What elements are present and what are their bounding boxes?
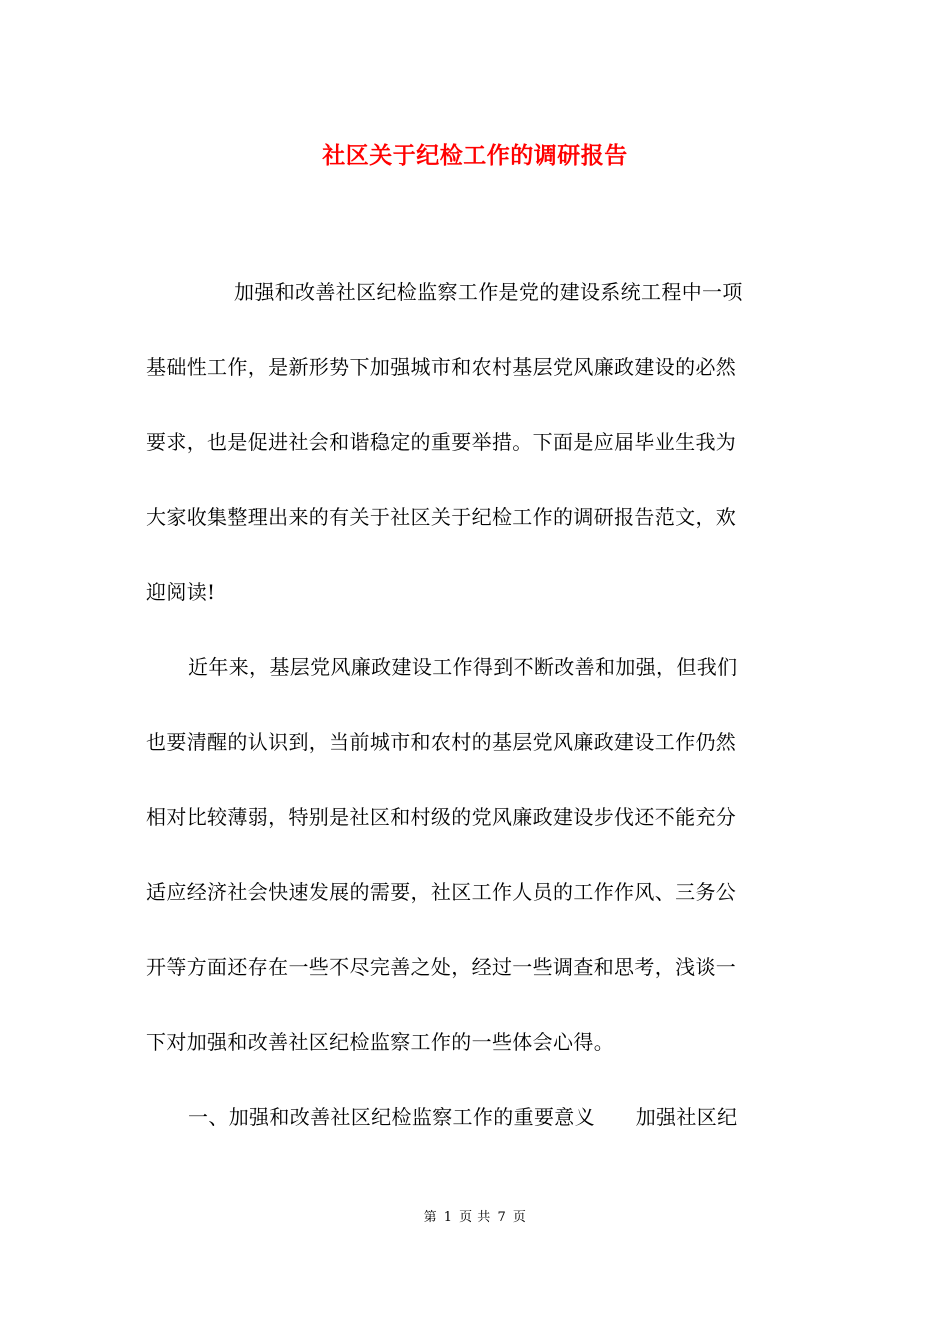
paragraph-line: 下对加强和改善社区纪检监察工作的一些体会心得。 bbox=[146, 1030, 615, 1054]
footer-total-pages: 7 bbox=[497, 1210, 507, 1225]
footer-current-page: 1 bbox=[443, 1210, 453, 1225]
paragraph-line: 加强和改善社区纪检监察工作是党的建设系统工程中一项 bbox=[234, 280, 743, 304]
paragraph-line: 开等方面还存在一些不尽完善之处，经过一些调查和思考，浅谈一 bbox=[146, 955, 737, 979]
paragraph-line: 相对比较薄弱，特别是社区和村级的党风廉政建设步伐还不能充分 bbox=[146, 805, 737, 829]
paragraph-line: 基础性工作，是新形势下加强城市和农村基层党风廉政建设的必然 bbox=[146, 355, 737, 379]
document-title: 社区关于纪检工作的调研报告 bbox=[322, 142, 628, 169]
footer-prefix: 第 bbox=[423, 1210, 438, 1225]
paragraph-line: 适应经济社会快速发展的需要，社区工作人员的工作作风、三务公 bbox=[146, 880, 737, 904]
paragraph-line: 一、加强和改善社区纪检监察工作的重要意义 加强社区纪 bbox=[188, 1105, 738, 1129]
paragraph-line: 大家收集整理出来的有关于社区关于纪检工作的调研报告范文，欢 bbox=[146, 505, 737, 529]
paragraph-line: 迎阅读! bbox=[146, 580, 216, 604]
paragraph-line: 也要清醒的认识到，当前城市和农村的基层党风廉政建设工作仍然 bbox=[146, 730, 737, 754]
paragraph-line: 近年来，基层党风廉政建设工作得到不断改善和加强，但我们 bbox=[188, 655, 738, 679]
page-footer bbox=[0, 1206, 950, 1230]
footer-suffix: 页 bbox=[512, 1210, 527, 1225]
paragraph-line: 要求，也是促进社会和谐稳定的重要举措。下面是应届毕业生我为 bbox=[146, 430, 737, 454]
footer-middle: 页 共 bbox=[459, 1210, 491, 1225]
